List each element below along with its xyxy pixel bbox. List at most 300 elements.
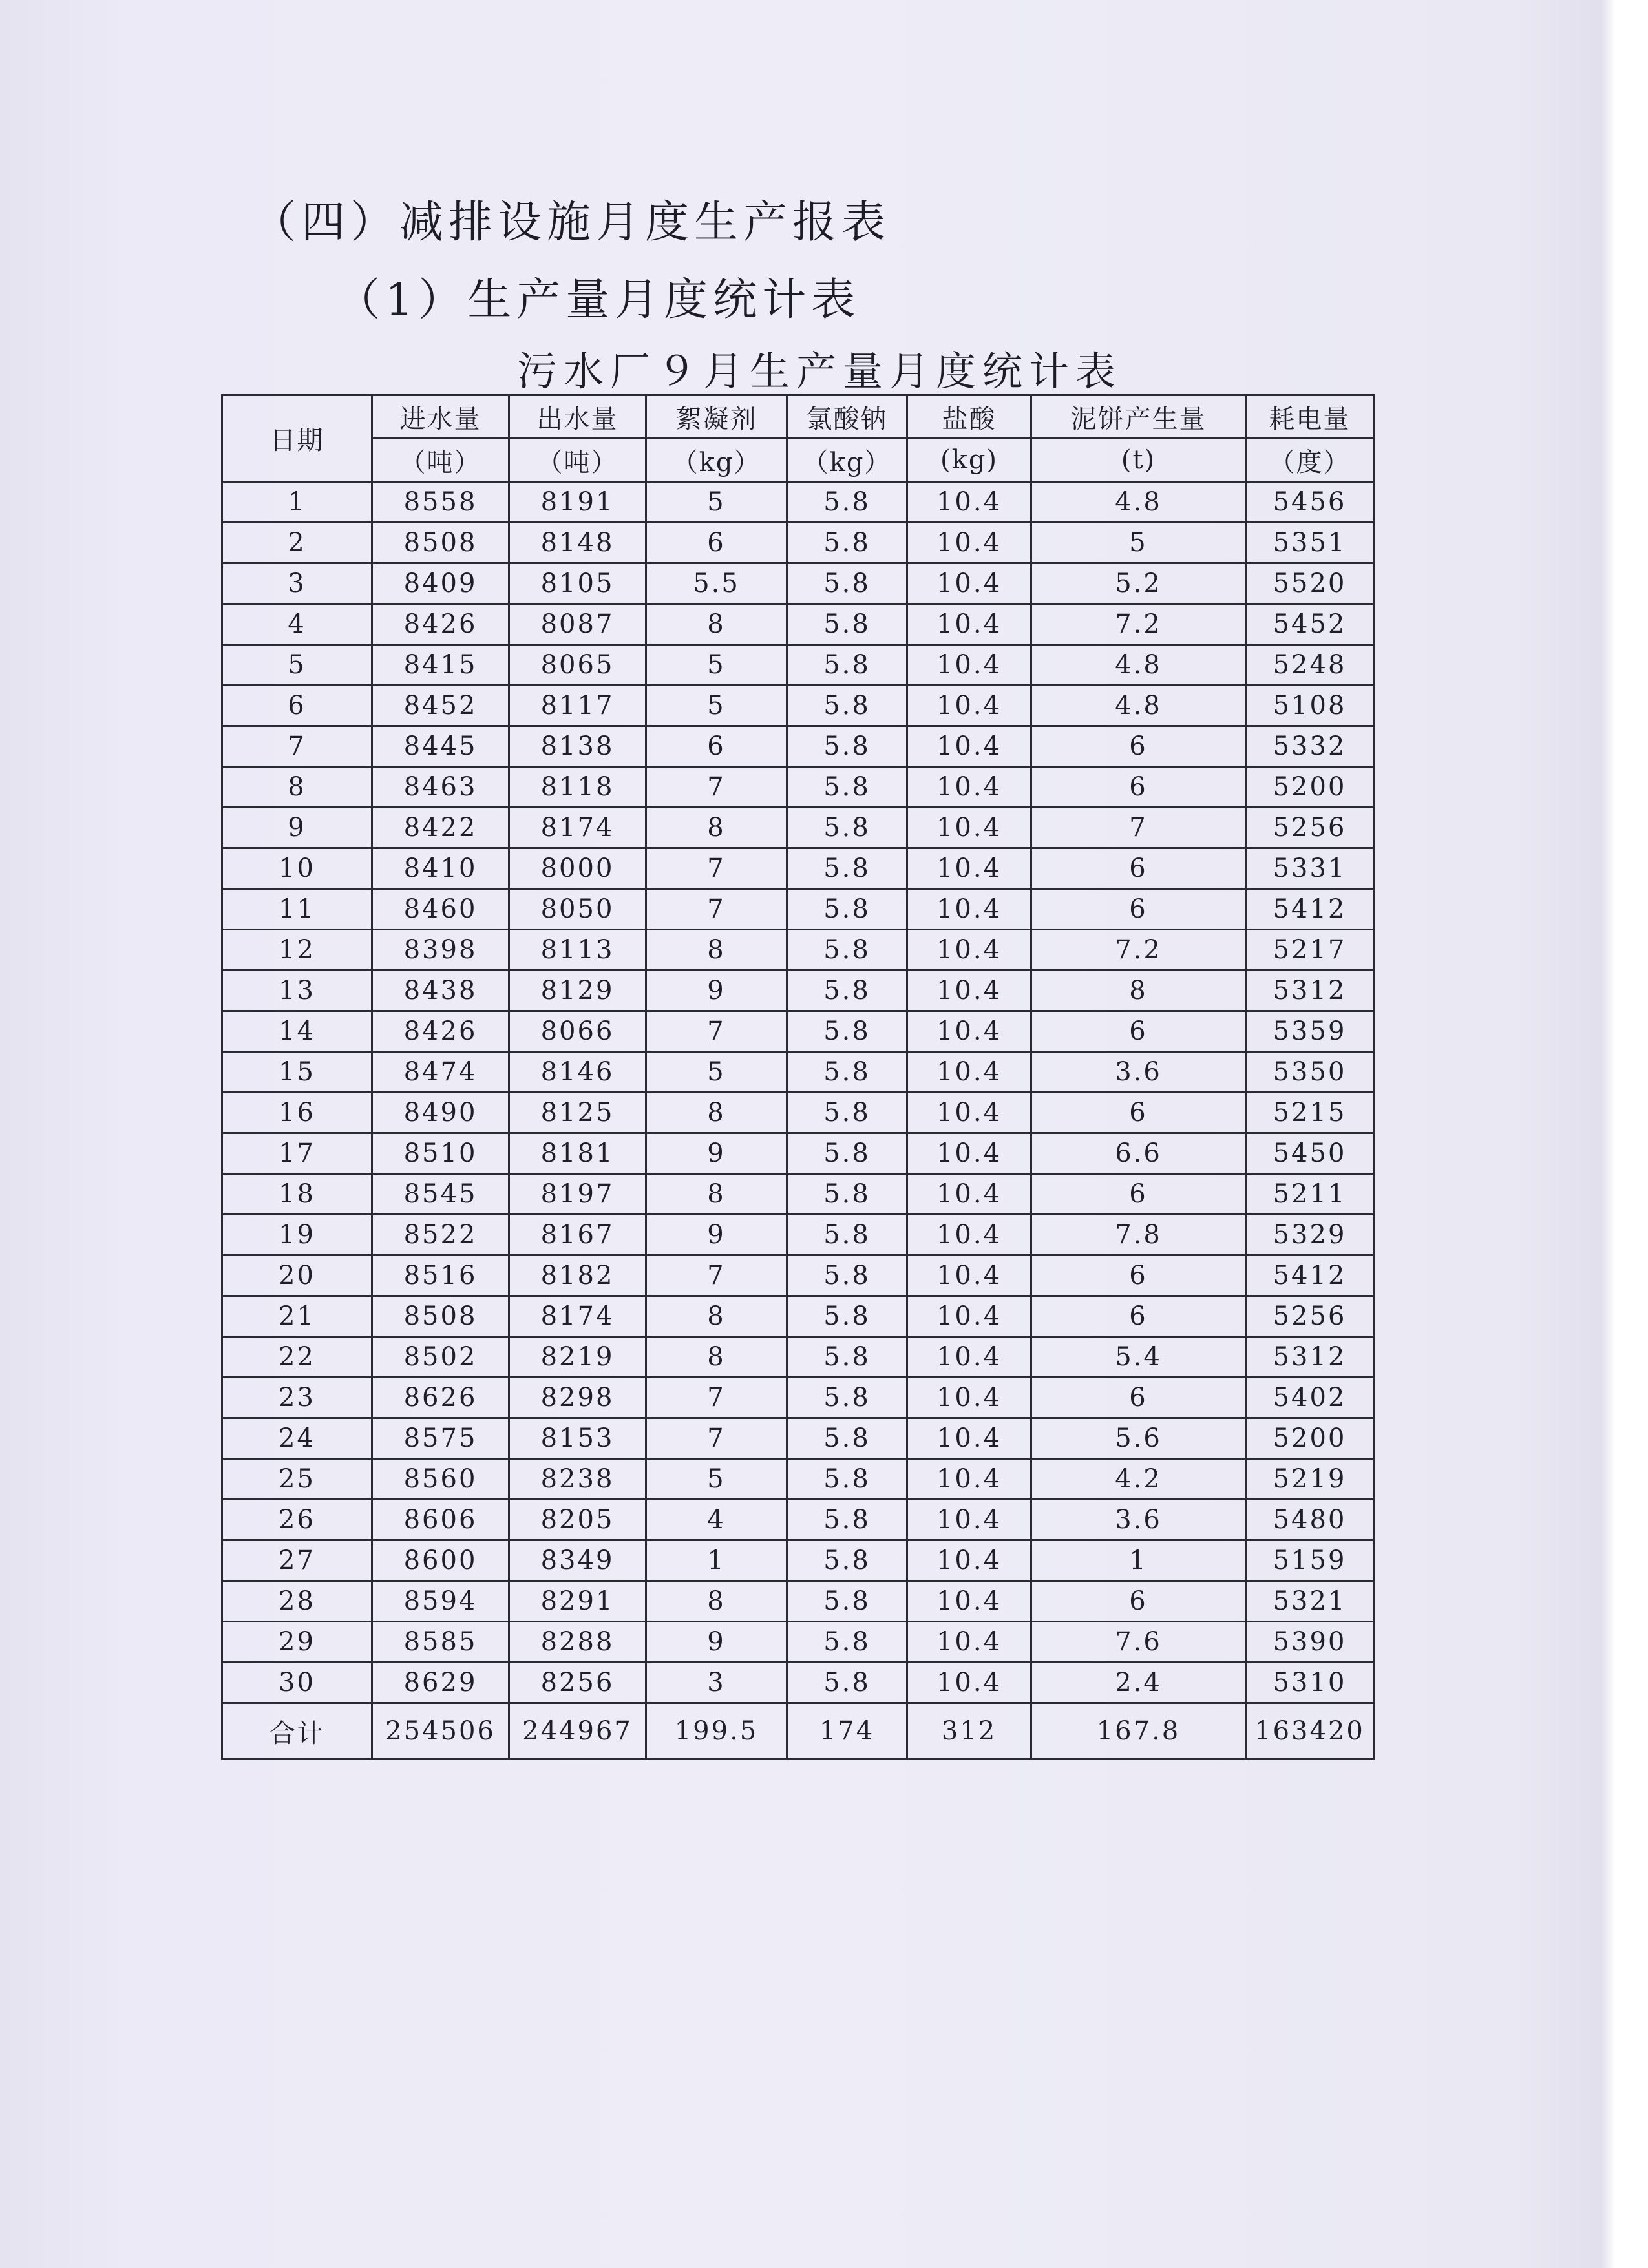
cell-power: 5329 bbox=[1246, 1215, 1374, 1255]
cell-date: 9 bbox=[222, 808, 372, 848]
cell-flocculant: 9 bbox=[646, 1133, 787, 1174]
cell-inflow: 8575 bbox=[372, 1418, 509, 1459]
cell-date: 24 bbox=[222, 1418, 372, 1459]
cell-power: 5331 bbox=[1246, 848, 1374, 889]
cell-sodium-chlorate: 5.8 bbox=[787, 1296, 907, 1337]
total-outflow: 244967 bbox=[509, 1703, 646, 1759]
cell-flocculant: 7 bbox=[646, 1418, 787, 1459]
cell-sludge-cake: 6 bbox=[1031, 767, 1246, 808]
page-edge bbox=[1601, 0, 1648, 2268]
total-inflow: 254506 bbox=[372, 1703, 509, 1759]
cell-power: 5217 bbox=[1246, 930, 1374, 971]
cell-hydrochloric-acid: 10.4 bbox=[907, 686, 1031, 726]
cell-date: 10 bbox=[222, 848, 372, 889]
cell-inflow: 8594 bbox=[372, 1581, 509, 1622]
table-row bbox=[222, 808, 1374, 848]
table-row bbox=[222, 1663, 1374, 1703]
cell-hydrochloric-acid: 10.4 bbox=[907, 1011, 1031, 1052]
cell-sludge-cake: 6 bbox=[1031, 889, 1246, 930]
cell-flocculant: 8 bbox=[646, 1337, 787, 1378]
cell-sodium-chlorate: 5.8 bbox=[787, 1459, 907, 1500]
cell-power: 5456 bbox=[1246, 482, 1374, 523]
table-row bbox=[222, 645, 1374, 686]
cell-sodium-chlorate: 5.8 bbox=[787, 930, 907, 971]
total-sludge-cake: 167.8 bbox=[1031, 1703, 1246, 1759]
cell-inflow: 8508 bbox=[372, 523, 509, 563]
cell-sludge-cake: 6 bbox=[1031, 1378, 1246, 1418]
cell-sludge-cake: 5.2 bbox=[1031, 563, 1246, 604]
table-title: 污水厂９月生产量月度统计表 bbox=[517, 348, 1123, 395]
cell-inflow: 8502 bbox=[372, 1337, 509, 1378]
cell-sludge-cake: 4.8 bbox=[1031, 645, 1246, 686]
cell-inflow: 8410 bbox=[372, 848, 509, 889]
cell-date: 27 bbox=[222, 1540, 372, 1581]
cell-outflow: 8256 bbox=[509, 1663, 646, 1703]
cell-inflow: 8516 bbox=[372, 1255, 509, 1296]
table-row bbox=[222, 1011, 1374, 1052]
cell-sodium-chlorate: 5.8 bbox=[787, 1418, 907, 1459]
cell-outflow: 8288 bbox=[509, 1622, 646, 1663]
cell-outflow: 8153 bbox=[509, 1418, 646, 1459]
cell-sludge-cake: 7.2 bbox=[1031, 604, 1246, 645]
table-row bbox=[222, 523, 1374, 563]
unit-hydrochloric-acid: (kg) bbox=[907, 439, 1031, 482]
cell-flocculant: 1 bbox=[646, 1540, 787, 1581]
cell-date: 14 bbox=[222, 1011, 372, 1052]
cell-hydrochloric-acid: 10.4 bbox=[907, 1174, 1031, 1215]
cell-power: 5452 bbox=[1246, 604, 1374, 645]
cell-inflow: 8490 bbox=[372, 1093, 509, 1133]
cell-date: 13 bbox=[222, 971, 372, 1011]
cell-date: 29 bbox=[222, 1622, 372, 1663]
cell-outflow: 8129 bbox=[509, 971, 646, 1011]
unit-inflow: （吨） bbox=[372, 439, 509, 482]
table-row bbox=[222, 848, 1374, 889]
cell-inflow: 8508 bbox=[372, 1296, 509, 1337]
cell-sodium-chlorate: 5.8 bbox=[787, 1581, 907, 1622]
cell-outflow: 8298 bbox=[509, 1378, 646, 1418]
production-statistics-table bbox=[221, 394, 1375, 1760]
table-row bbox=[222, 1052, 1374, 1093]
cell-power: 5450 bbox=[1246, 1133, 1374, 1174]
cell-date: 1 bbox=[222, 482, 372, 523]
cell-date: 26 bbox=[222, 1500, 372, 1540]
cell-hydrochloric-acid: 10.4 bbox=[907, 1459, 1031, 1500]
unit-outflow: （吨） bbox=[509, 439, 646, 482]
cell-sludge-cake: 6.6 bbox=[1031, 1133, 1246, 1174]
cell-flocculant: 6 bbox=[646, 523, 787, 563]
cell-outflow: 8349 bbox=[509, 1540, 646, 1581]
cell-date: 17 bbox=[222, 1133, 372, 1174]
cell-outflow: 8105 bbox=[509, 563, 646, 604]
table-row bbox=[222, 1174, 1374, 1215]
cell-flocculant: 4 bbox=[646, 1500, 787, 1540]
cell-power: 5412 bbox=[1246, 889, 1374, 930]
cell-date: 20 bbox=[222, 1255, 372, 1296]
cell-outflow: 8219 bbox=[509, 1337, 646, 1378]
unit-sodium-chlorate: （kg） bbox=[787, 439, 907, 482]
cell-inflow: 8560 bbox=[372, 1459, 509, 1500]
cell-power: 5412 bbox=[1246, 1255, 1374, 1296]
cell-sodium-chlorate: 5.8 bbox=[787, 686, 907, 726]
unit-sludge-cake: (t) bbox=[1031, 439, 1246, 482]
cell-hydrochloric-acid: 10.4 bbox=[907, 1500, 1031, 1540]
cell-outflow: 8291 bbox=[509, 1581, 646, 1622]
cell-hydrochloric-acid: 10.4 bbox=[907, 1337, 1031, 1378]
cell-sludge-cake: 6 bbox=[1031, 1255, 1246, 1296]
cell-outflow: 8138 bbox=[509, 726, 646, 767]
cell-inflow: 8415 bbox=[372, 645, 509, 686]
cell-power: 5390 bbox=[1246, 1622, 1374, 1663]
cell-hydrochloric-acid: 10.4 bbox=[907, 523, 1031, 563]
cell-outflow: 8066 bbox=[509, 1011, 646, 1052]
header-inflow: 进水量 bbox=[372, 395, 509, 439]
cell-outflow: 8238 bbox=[509, 1459, 646, 1500]
header-sodium-chlorate: 氯酸钠 bbox=[787, 395, 907, 439]
cell-flocculant: 5 bbox=[646, 482, 787, 523]
cell-flocculant: 5 bbox=[646, 645, 787, 686]
cell-hydrochloric-acid: 10.4 bbox=[907, 1540, 1031, 1581]
cell-inflow: 8438 bbox=[372, 971, 509, 1011]
cell-sodium-chlorate: 5.8 bbox=[787, 889, 907, 930]
cell-flocculant: 9 bbox=[646, 1622, 787, 1663]
cell-inflow: 8522 bbox=[372, 1215, 509, 1255]
cell-power: 5312 bbox=[1246, 971, 1374, 1011]
table-row bbox=[222, 930, 1374, 971]
cell-hydrochloric-acid: 10.4 bbox=[907, 1663, 1031, 1703]
cell-date: 6 bbox=[222, 686, 372, 726]
cell-sodium-chlorate: 5.8 bbox=[787, 808, 907, 848]
cell-sodium-chlorate: 5.8 bbox=[787, 1663, 907, 1703]
cell-sodium-chlorate: 5.8 bbox=[787, 1052, 907, 1093]
table-row bbox=[222, 889, 1374, 930]
header-flocculant: 絮凝剂 bbox=[646, 395, 787, 439]
cell-inflow: 8600 bbox=[372, 1540, 509, 1581]
cell-hydrochloric-acid: 10.4 bbox=[907, 1052, 1031, 1093]
table-row bbox=[222, 1093, 1374, 1133]
table-row bbox=[222, 1459, 1374, 1500]
cell-hydrochloric-acid: 10.4 bbox=[907, 645, 1031, 686]
table-row bbox=[222, 1622, 1374, 1663]
cell-inflow: 8463 bbox=[372, 767, 509, 808]
cell-outflow: 8181 bbox=[509, 1133, 646, 1174]
cell-flocculant: 8 bbox=[646, 1174, 787, 1215]
header-row bbox=[222, 395, 1374, 439]
cell-hydrochloric-acid: 10.4 bbox=[907, 1133, 1031, 1174]
table-row bbox=[222, 767, 1374, 808]
cell-date: 5 bbox=[222, 645, 372, 686]
cell-outflow: 8117 bbox=[509, 686, 646, 726]
table-row bbox=[222, 971, 1374, 1011]
cell-sodium-chlorate: 5.8 bbox=[787, 971, 907, 1011]
cell-sodium-chlorate: 5.8 bbox=[787, 645, 907, 686]
cell-sludge-cake: 3.6 bbox=[1031, 1500, 1246, 1540]
cell-sodium-chlorate: 5.8 bbox=[787, 1622, 907, 1663]
cell-inflow: 8558 bbox=[372, 482, 509, 523]
cell-power: 5310 bbox=[1246, 1663, 1374, 1703]
cell-flocculant: 8 bbox=[646, 1296, 787, 1337]
cell-flocculant: 9 bbox=[646, 1215, 787, 1255]
cell-date: 7 bbox=[222, 726, 372, 767]
unit-flocculant: （kg） bbox=[646, 439, 787, 482]
cell-flocculant: 7 bbox=[646, 1378, 787, 1418]
cell-sodium-chlorate: 5.8 bbox=[787, 726, 907, 767]
cell-sludge-cake: 3.6 bbox=[1031, 1052, 1246, 1093]
table-row bbox=[222, 1418, 1374, 1459]
cell-power: 5211 bbox=[1246, 1174, 1374, 1215]
cell-sludge-cake: 6 bbox=[1031, 1174, 1246, 1215]
cell-power: 5159 bbox=[1246, 1540, 1374, 1581]
cell-power: 5200 bbox=[1246, 767, 1374, 808]
cell-outflow: 8182 bbox=[509, 1255, 646, 1296]
cell-hydrochloric-acid: 10.4 bbox=[907, 1622, 1031, 1663]
table-row bbox=[222, 1215, 1374, 1255]
cell-outflow: 8118 bbox=[509, 767, 646, 808]
cell-inflow: 8445 bbox=[372, 726, 509, 767]
cell-date: 21 bbox=[222, 1296, 372, 1337]
cell-sodium-chlorate: 5.8 bbox=[787, 1093, 907, 1133]
cell-hydrochloric-acid: 10.4 bbox=[907, 848, 1031, 889]
cell-flocculant: 5 bbox=[646, 686, 787, 726]
table-row bbox=[222, 726, 1374, 767]
cell-sludge-cake: 4.8 bbox=[1031, 482, 1246, 523]
cell-sludge-cake: 1 bbox=[1031, 1540, 1246, 1581]
header-sludge-cake: 泥饼产生量 bbox=[1031, 395, 1246, 439]
cell-flocculant: 3 bbox=[646, 1663, 787, 1703]
cell-power: 5359 bbox=[1246, 1011, 1374, 1052]
table-row bbox=[222, 1500, 1374, 1540]
cell-flocculant: 9 bbox=[646, 971, 787, 1011]
cell-sodium-chlorate: 5.8 bbox=[787, 482, 907, 523]
table-body bbox=[222, 482, 1374, 1759]
table-row bbox=[222, 1337, 1374, 1378]
table-row bbox=[222, 604, 1374, 645]
cell-flocculant: 5.5 bbox=[646, 563, 787, 604]
cell-date: 16 bbox=[222, 1093, 372, 1133]
cell-inflow: 8626 bbox=[372, 1378, 509, 1418]
cell-outflow: 8113 bbox=[509, 930, 646, 971]
cell-power: 5219 bbox=[1246, 1459, 1374, 1500]
cell-flocculant: 7 bbox=[646, 889, 787, 930]
cell-outflow: 8000 bbox=[509, 848, 646, 889]
cell-power: 5332 bbox=[1246, 726, 1374, 767]
cell-sludge-cake: 6 bbox=[1031, 726, 1246, 767]
cell-date: 23 bbox=[222, 1378, 372, 1418]
subsection-heading: （1）生产量月度统计表 bbox=[336, 275, 861, 326]
cell-power: 5480 bbox=[1246, 1500, 1374, 1540]
cell-outflow: 8174 bbox=[509, 1296, 646, 1337]
cell-sodium-chlorate: 5.8 bbox=[787, 767, 907, 808]
unit-row bbox=[222, 439, 1374, 482]
cell-sludge-cake: 6 bbox=[1031, 1093, 1246, 1133]
cell-flocculant: 5 bbox=[646, 1459, 787, 1500]
cell-hydrochloric-acid: 10.4 bbox=[907, 482, 1031, 523]
cell-date: 22 bbox=[222, 1337, 372, 1378]
cell-flocculant: 7 bbox=[646, 848, 787, 889]
cell-hydrochloric-acid: 10.4 bbox=[907, 604, 1031, 645]
cell-sludge-cake: 4.8 bbox=[1031, 686, 1246, 726]
table-row bbox=[222, 686, 1374, 726]
cell-power: 5351 bbox=[1246, 523, 1374, 563]
table-row bbox=[222, 482, 1374, 523]
cell-sludge-cake: 6 bbox=[1031, 1581, 1246, 1622]
cell-sludge-cake: 7.2 bbox=[1031, 930, 1246, 971]
cell-power: 5312 bbox=[1246, 1337, 1374, 1378]
cell-sludge-cake: 6 bbox=[1031, 1011, 1246, 1052]
cell-date: 2 bbox=[222, 523, 372, 563]
cell-flocculant: 8 bbox=[646, 808, 787, 848]
cell-sodium-chlorate: 5.8 bbox=[787, 1133, 907, 1174]
cell-power: 5520 bbox=[1246, 563, 1374, 604]
cell-outflow: 8174 bbox=[509, 808, 646, 848]
cell-power: 5256 bbox=[1246, 1296, 1374, 1337]
cell-hydrochloric-acid: 10.4 bbox=[907, 808, 1031, 848]
cell-power: 5256 bbox=[1246, 808, 1374, 848]
cell-sludge-cake: 7.8 bbox=[1031, 1215, 1246, 1255]
cell-power: 5402 bbox=[1246, 1378, 1374, 1418]
cell-sodium-chlorate: 5.8 bbox=[787, 1500, 907, 1540]
cell-outflow: 8167 bbox=[509, 1215, 646, 1255]
cell-hydrochloric-acid: 10.4 bbox=[907, 1215, 1031, 1255]
cell-inflow: 8510 bbox=[372, 1133, 509, 1174]
table-row bbox=[222, 563, 1374, 604]
cell-date: 11 bbox=[222, 889, 372, 930]
cell-flocculant: 7 bbox=[646, 767, 787, 808]
cell-hydrochloric-acid: 10.4 bbox=[907, 971, 1031, 1011]
cell-inflow: 8398 bbox=[372, 930, 509, 971]
cell-inflow: 8409 bbox=[372, 563, 509, 604]
table-row bbox=[222, 1540, 1374, 1581]
cell-outflow: 8125 bbox=[509, 1093, 646, 1133]
total-row bbox=[222, 1703, 1374, 1759]
cell-inflow: 8422 bbox=[372, 808, 509, 848]
total-sodium-chlorate: 174 bbox=[787, 1703, 907, 1759]
cell-hydrochloric-acid: 10.4 bbox=[907, 1255, 1031, 1296]
cell-power: 5350 bbox=[1246, 1052, 1374, 1093]
cell-flocculant: 5 bbox=[646, 1052, 787, 1093]
cell-date: 28 bbox=[222, 1581, 372, 1622]
cell-sodium-chlorate: 5.8 bbox=[787, 563, 907, 604]
cell-hydrochloric-acid: 10.4 bbox=[907, 1296, 1031, 1337]
cell-inflow: 8585 bbox=[372, 1622, 509, 1663]
cell-sludge-cake: 4.2 bbox=[1031, 1459, 1246, 1500]
cell-hydrochloric-acid: 10.4 bbox=[907, 930, 1031, 971]
total-power: 163420 bbox=[1246, 1703, 1374, 1759]
cell-date: 30 bbox=[222, 1663, 372, 1703]
cell-outflow: 8050 bbox=[509, 889, 646, 930]
cell-outflow: 8148 bbox=[509, 523, 646, 563]
cell-flocculant: 8 bbox=[646, 930, 787, 971]
cell-power: 5200 bbox=[1246, 1418, 1374, 1459]
cell-flocculant: 7 bbox=[646, 1011, 787, 1052]
cell-outflow: 8197 bbox=[509, 1174, 646, 1215]
total-flocculant: 199.5 bbox=[646, 1703, 787, 1759]
cell-inflow: 8629 bbox=[372, 1663, 509, 1703]
cell-inflow: 8426 bbox=[372, 1011, 509, 1052]
cell-hydrochloric-acid: 10.4 bbox=[907, 767, 1031, 808]
cell-inflow: 8474 bbox=[372, 1052, 509, 1093]
total-date: 合计 bbox=[222, 1703, 372, 1759]
header-hydrochloric-acid: 盐酸 bbox=[907, 395, 1031, 439]
header-outflow: 出水量 bbox=[509, 395, 646, 439]
cell-date: 18 bbox=[222, 1174, 372, 1215]
cell-sludge-cake: 6 bbox=[1031, 1296, 1246, 1337]
cell-inflow: 8452 bbox=[372, 686, 509, 726]
cell-outflow: 8205 bbox=[509, 1500, 646, 1540]
cell-power: 5248 bbox=[1246, 645, 1374, 686]
cell-sodium-chlorate: 5.8 bbox=[787, 848, 907, 889]
cell-date: 3 bbox=[222, 563, 372, 604]
cell-power: 5108 bbox=[1246, 686, 1374, 726]
cell-sodium-chlorate: 5.8 bbox=[787, 1174, 907, 1215]
cell-power: 5215 bbox=[1246, 1093, 1374, 1133]
cell-sodium-chlorate: 5.8 bbox=[787, 1540, 907, 1581]
cell-sodium-chlorate: 5.8 bbox=[787, 1337, 907, 1378]
cell-flocculant: 8 bbox=[646, 1093, 787, 1133]
table-row bbox=[222, 1255, 1374, 1296]
total-hydrochloric-acid: 312 bbox=[907, 1703, 1031, 1759]
cell-hydrochloric-acid: 10.4 bbox=[907, 1418, 1031, 1459]
section-heading: （四）减排设施月度生产报表 bbox=[252, 197, 891, 248]
cell-flocculant: 6 bbox=[646, 726, 787, 767]
table-row bbox=[222, 1581, 1374, 1622]
cell-sodium-chlorate: 5.8 bbox=[787, 1378, 907, 1418]
cell-sodium-chlorate: 5.8 bbox=[787, 1215, 907, 1255]
cell-date: 25 bbox=[222, 1459, 372, 1500]
cell-hydrochloric-acid: 10.4 bbox=[907, 889, 1031, 930]
cell-sludge-cake: 5.4 bbox=[1031, 1337, 1246, 1378]
cell-inflow: 8606 bbox=[372, 1500, 509, 1540]
cell-sludge-cake: 2.4 bbox=[1031, 1663, 1246, 1703]
cell-date: 19 bbox=[222, 1215, 372, 1255]
cell-hydrochloric-acid: 10.4 bbox=[907, 726, 1031, 767]
cell-flocculant: 8 bbox=[646, 1581, 787, 1622]
cell-sludge-cake: 5.6 bbox=[1031, 1418, 1246, 1459]
table-row bbox=[222, 1133, 1374, 1174]
header-date: 日期 bbox=[222, 395, 372, 482]
table-row bbox=[222, 1378, 1374, 1418]
cell-hydrochloric-acid: 10.4 bbox=[907, 1581, 1031, 1622]
cell-sludge-cake: 6 bbox=[1031, 848, 1246, 889]
cell-date: 12 bbox=[222, 930, 372, 971]
cell-sodium-chlorate: 5.8 bbox=[787, 604, 907, 645]
cell-flocculant: 7 bbox=[646, 1255, 787, 1296]
cell-inflow: 8545 bbox=[372, 1174, 509, 1215]
cell-sodium-chlorate: 5.8 bbox=[787, 1255, 907, 1296]
cell-date: 8 bbox=[222, 767, 372, 808]
unit-power: （度） bbox=[1246, 439, 1374, 482]
cell-flocculant: 8 bbox=[646, 604, 787, 645]
cell-date: 15 bbox=[222, 1052, 372, 1093]
cell-sludge-cake: 7 bbox=[1031, 808, 1246, 848]
cell-sodium-chlorate: 5.8 bbox=[787, 1011, 907, 1052]
cell-outflow: 8191 bbox=[509, 482, 646, 523]
cell-sodium-chlorate: 5.8 bbox=[787, 523, 907, 563]
cell-sludge-cake: 7.6 bbox=[1031, 1622, 1246, 1663]
table-row bbox=[222, 1296, 1374, 1337]
cell-power: 5321 bbox=[1246, 1581, 1374, 1622]
cell-sludge-cake: 5 bbox=[1031, 523, 1246, 563]
cell-inflow: 8426 bbox=[372, 604, 509, 645]
cell-hydrochloric-acid: 10.4 bbox=[907, 563, 1031, 604]
cell-hydrochloric-acid: 10.4 bbox=[907, 1378, 1031, 1418]
cell-hydrochloric-acid: 10.4 bbox=[907, 1093, 1031, 1133]
cell-sludge-cake: 8 bbox=[1031, 971, 1246, 1011]
header-power: 耗电量 bbox=[1246, 395, 1374, 439]
cell-outflow: 8087 bbox=[509, 604, 646, 645]
cell-date: 4 bbox=[222, 604, 372, 645]
cell-outflow: 8146 bbox=[509, 1052, 646, 1093]
